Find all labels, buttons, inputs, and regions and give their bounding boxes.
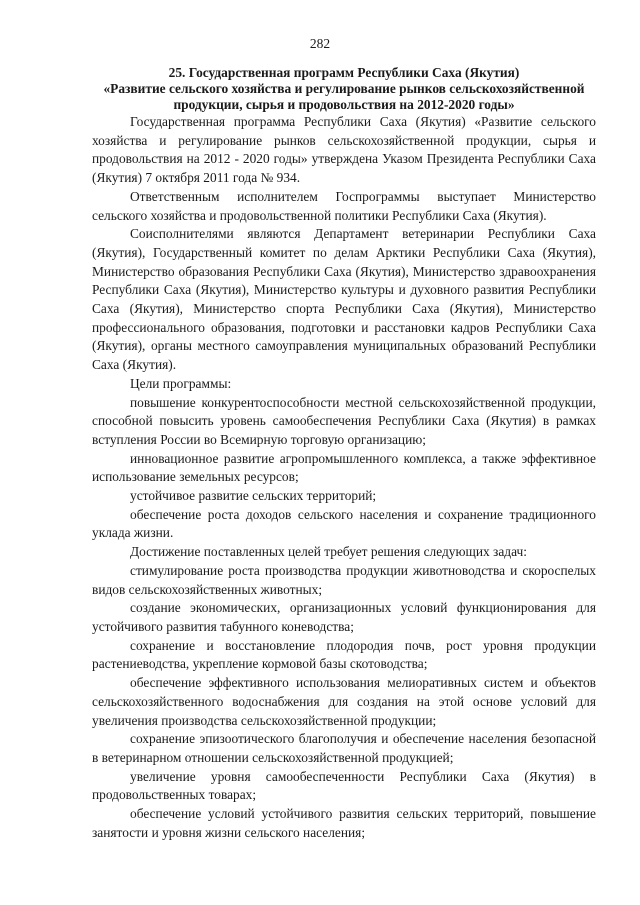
paragraph-task-3: сохранение и восстановление плодородия почв, рост уровня продукции растениеводства, укрепление кормовой базы скотоводства; [92,637,596,672]
paragraph-task-1: стимулирование роста производства продукции животноводства и скороспелых видов сельскохозяйственных животных; [92,562,596,597]
heading-line-2: «Развитие сельского хозяйства и регулирование рынков сельскохозяйственной [103,81,585,96]
paragraph-task-7: обеспечение условий устойчивого развития сельских территорий, повышение занятости и уровня жизни сельского населения; [92,806,596,840]
heading-line-1: 25. Государственная программ Республики Саха (Якутия) [168,65,520,80]
body-text [92,113,596,842]
paragraph-goal-2: инновационное развитие агропромышленного комплекса, а также эффективное использование земельных ресурсов; [92,450,596,485]
page-number: 282 [309,36,331,51]
paragraph-task-4: обеспечение эффективного использования мелиоративных систем и объектов сельскохозяйственного водоснабжения для создания на этой основе условий для увеличения производства сельскохозяйственной продукции; [92,675,596,728]
paragraph-task-5: сохранение эпизоотического благополучия и обеспечение населения безопасной в ветеринарном отношении сельскохозяйственной продукцией; [92,731,596,765]
paragraph-goal-4: обеспечение роста доходов сельского населения и сохранение традиционного уклада жизни. [92,506,596,541]
section-heading [92,65,596,113]
paragraph-goal-1: повышение конкурентоспособности местной сельскохозяйственной продукции, способной повысить уровень самообеспечения Республики Саха (Якутия) в рамках вступления России во Всемирную торговую организацию; [92,394,596,447]
paragraph-task-2: создание экономических, организационных условий функционирования для устойчивого развития табунного коневодства; [92,600,596,634]
paragraph-approval: Государственная программа Республики Саха (Якутия) «Развитие сельского хозяйства и регулирование рынков сельскохозяйственной продукции, сырья и продовольствия на 2012 - 2020 годы» утверждена Указом Президента Республики Саха (Якутия) 7 октября 2011 года № 934. [92,114,596,186]
paragraph-co-executors: Соисполнителями являются Департамент ветеринарии Республики Саха (Якутия), Государственный комитет по делам Арктики Республики Саха (Якутия), Министерство образования Республики Саха (Якутия), Министерство здравоохранения Республики Саха (Якутия), Министерство культуры и духовного развития Республики Саха (Якутия), Министерство спорта Республики Саха (Якутия), Министерство профессионального образования, подготовки и расстановки кадров Республики Саха (Якутия), органы местного самоуправления муниципальных образований Республики Саха (Якутия). [92,226,596,373]
heading-line-3: продукции, сырья и продовольствия на 2012-2020 годы» [173,97,515,112]
paragraph-task-6: увеличение уровня самообеспеченности Республики Саха (Якутия) в продовольственных товарах; [92,768,596,803]
paragraph-goal-3: устойчивое развитие сельских территорий; [130,488,377,504]
paragraph-goals-heading: Цели программы: [130,375,232,391]
paragraph-tasks-heading: Достижение поставленных целей требует решения следующих задач: [130,544,527,560]
paragraph-responsible-executor: Ответственным исполнителем Госпрограммы выступает Министерство сельского хозяйства и продовольственной политики Республики Саха (Якутия). [92,188,596,223]
